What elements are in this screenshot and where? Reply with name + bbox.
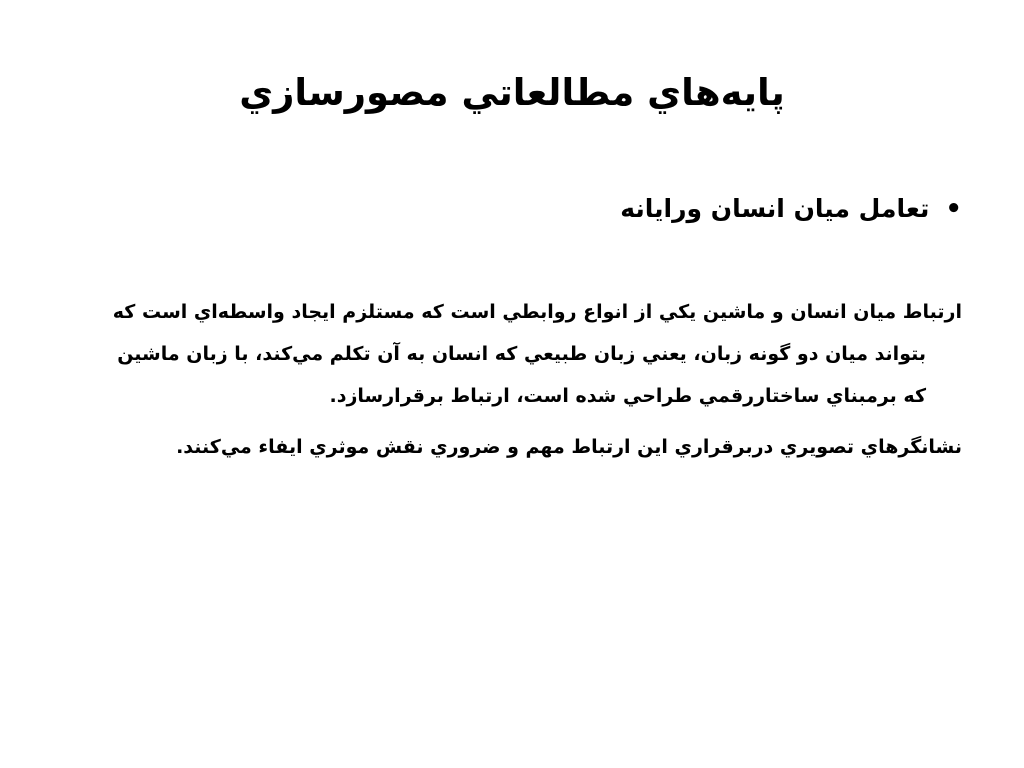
- body-paragraph-2: نشانگرهاي تصويري دربرقراري اين ارتباط مهم و ضروري نقش موثري ايفاء مي‌كنند.: [176, 436, 962, 458]
- paragraph-line: بتواند ميان دو گونه زبان، يعني زبان طبيعي كه انسان به آن تكلم مي‌كند، با زبان ماشين: [117, 343, 926, 365]
- bullet-text: تعامل ميان انسان ورايانه: [620, 194, 930, 223]
- paragraph-line: كه برمبناي ساختاررقمي طراحي شده است، ارتباط برقرارسازد.: [329, 385, 926, 407]
- paragraph-line: ارتباط ميان انسان و ماشين يكي از انواع روابطي است كه مستلزم ايجاد واسطه‌اي است كه: [112, 301, 962, 323]
- slide-title: پايه‌هاي مطالعاتي مصورسازي: [239, 71, 785, 114]
- bullet-icon: •: [945, 194, 962, 224]
- bullet-item: [620, 189, 962, 229]
- body-paragraph-1: [57, 291, 962, 417]
